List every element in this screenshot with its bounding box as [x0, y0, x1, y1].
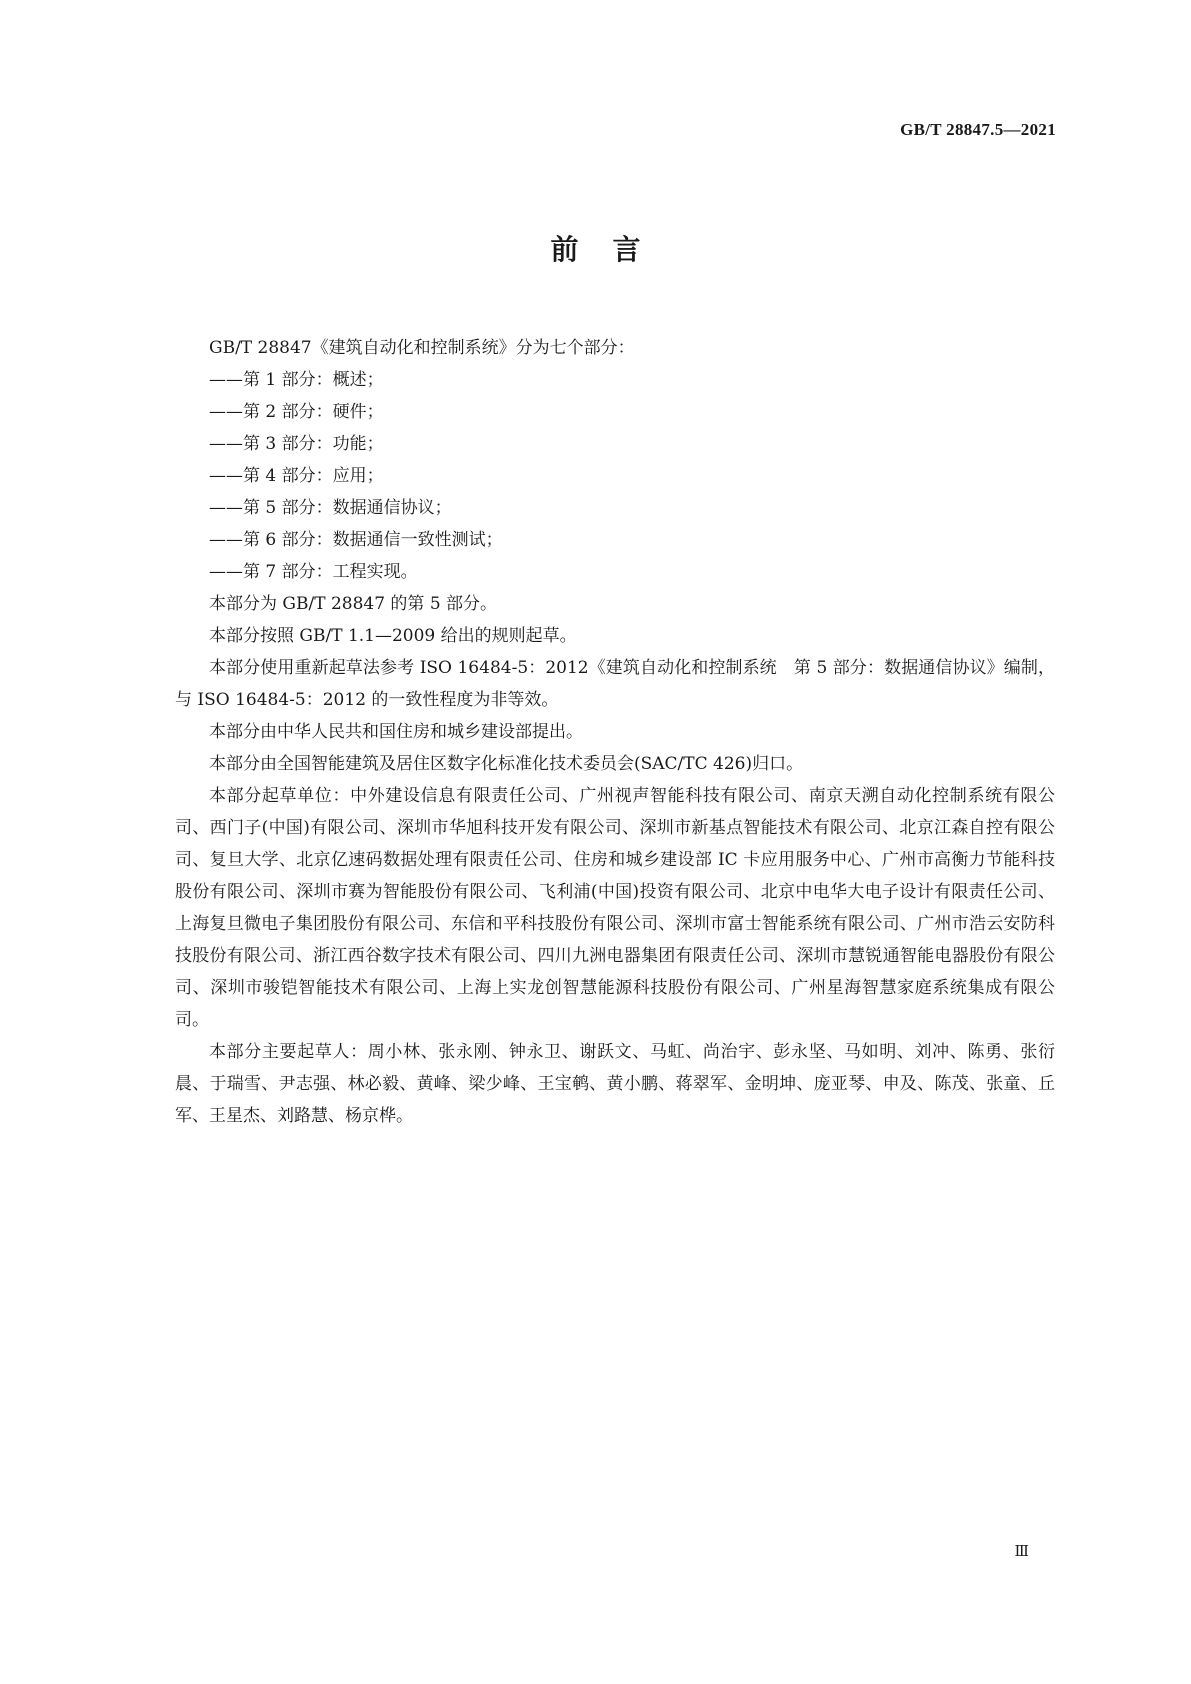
page-title: 前言	[550, 233, 675, 266]
intro-paragraph: GB/T 28847《建筑自动化和控制系统》分为七个部分：	[209, 338, 635, 358]
part-list-item: ——第 1 部分：概述；	[209, 370, 384, 390]
paragraph-drafting-rules: 本部分按照 GB/T 1.1—2009 给出的规则起草。	[209, 626, 577, 646]
paragraph-drafting-units: 本部分起草单位：中外建设信息有限责任公司、广州视声智能科技有限公司、南京天溯自动化控制系统有限公司、西门子(中国)有限公司、深圳市华旭科技开发有限公司、深圳市新基点智能技术有限公司、北京江森自控有限公司、复旦大学、北京亿速码数据处理有限责任公司、住房和城乡建设部 IC 卡应用服务中心、广州市高衡力节能科技股份有限公司、深圳市赛为智能股份有限公司、飞利浦(中国)投资有限公司、北京中电华大电子设计有限责任公司、上海复旦微电子集团股份有限公司、东信和平科技股份有限公司、深圳市富士智能系统有限公司、广州市浩云安防科技股份有限公司、浙江西谷数字技术有限公司、四川九洲电器集团有限责任公司、深圳市慧锐通智能电器股份有限公司、深圳市骏铠智能技术有限公司、上海上实龙创智慧能源科技股份有限公司、广州星海智慧家庭系统集成有限公司。	[175, 786, 1055, 1030]
paragraph-drafters: 本部分主要起草人：周小林、张永刚、钟永卫、谢跃文、马虹、尚治宇、彭永坚、马如明、刘冲、陈勇、张衍晨、于瑞雪、尹志强、林必毅、黄峰、梁少峰、王宝鹌、黄小鹏、蒋翠军、金明坤、庞亚琴、申及、陈茂、张童、丘军、王星杰、刘路慧、杨京桦。	[175, 1042, 1055, 1126]
part-list-item: ——第 3 部分：功能；	[209, 434, 384, 454]
paragraph-part-number: 本部分为 GB/T 28847 的第 5 部分。	[209, 594, 498, 614]
document-body	[175, 332, 1055, 1132]
part-list-item: ——第 7 部分：工程实现。	[209, 562, 418, 582]
part-list-item: ——第 5 部分：数据通信协议；	[209, 498, 452, 518]
standard-code: GB/T 28847.5—2021	[900, 120, 1056, 139]
page-number: Ⅲ	[1014, 1544, 1029, 1560]
part-list-item: ——第 2 部分：硬件；	[209, 402, 384, 422]
paragraph-iso-reference: 本部分使用重新起草法参考 ISO 16484-5：2012《建筑自动化和控制系统 第 5 部分：数据通信协议》编制，与 ISO 16484-5：2012 的一致性程度为非等效。	[175, 658, 1055, 710]
paragraph-proposer: 本部分由中华人民共和国住房和城乡建设部提出。	[209, 722, 583, 742]
part-list-item: ——第 4 部分：应用；	[209, 466, 384, 486]
paragraph-committee: 本部分由全国智能建筑及居住区数字化标准化技术委员会(SAC/TC 426)归口。	[209, 754, 804, 774]
part-list-item: ——第 6 部分：数据通信一致性测试；	[209, 530, 503, 550]
